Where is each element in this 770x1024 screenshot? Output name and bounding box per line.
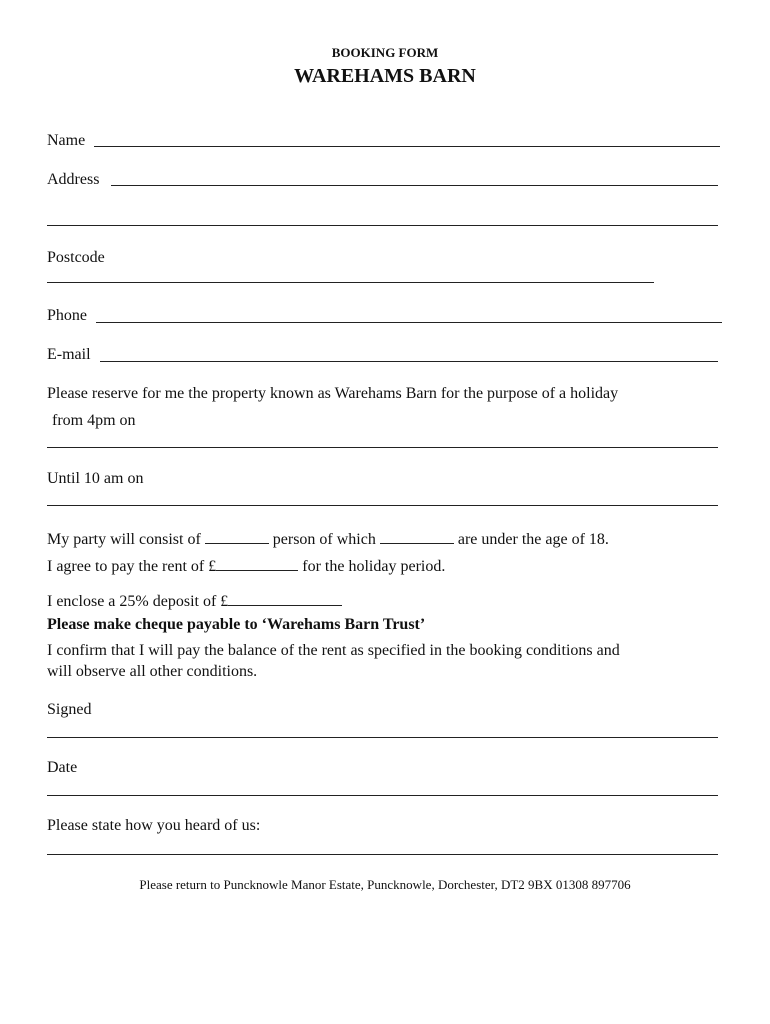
address-label: Address bbox=[47, 171, 100, 188]
rent-amount-field[interactable] bbox=[216, 556, 298, 571]
cheque-instruction: Please make cheque payable to ‘Warehams Barn Trust’ bbox=[47, 616, 426, 633]
phone-label: Phone bbox=[47, 307, 87, 324]
under-18-count-field[interactable] bbox=[380, 529, 454, 544]
referral-label: Please state how you heard of us: bbox=[47, 817, 261, 834]
deposit-amount-field[interactable] bbox=[228, 591, 342, 606]
until-date-label: Until 10 am on bbox=[47, 470, 144, 487]
postcode-field-line[interactable] bbox=[47, 282, 654, 283]
name-field-line[interactable] bbox=[94, 146, 720, 147]
from-date-field-line[interactable] bbox=[47, 447, 718, 448]
party-size-text-3: are under the age of 18. bbox=[457, 531, 609, 548]
name-label: Name bbox=[47, 132, 86, 149]
party-size-text-2: person of which bbox=[272, 531, 376, 548]
date-label: Date bbox=[47, 759, 78, 776]
address-field-line[interactable] bbox=[111, 185, 718, 186]
date-field-line[interactable] bbox=[47, 795, 718, 796]
signature-field-line[interactable] bbox=[47, 737, 718, 738]
party-size-field[interactable] bbox=[205, 529, 269, 544]
reservation-text: Please reserve for me the property known as Warehams Barn for the purpose of a holiday bbox=[47, 385, 619, 402]
deposit-text: I enclose a 25% deposit of £ bbox=[47, 593, 229, 610]
party-size-row bbox=[47, 529, 609, 548]
party-size-text-1: My party will consist of bbox=[47, 531, 201, 548]
email-label: E-mail bbox=[47, 346, 91, 363]
form-subtitle: BOOKING FORM bbox=[331, 45, 439, 60]
confirm-text-line-2: will observe all other conditions. bbox=[47, 663, 258, 680]
referral-field-line[interactable] bbox=[47, 854, 718, 855]
form-title: WAREHAMS BARN bbox=[294, 65, 476, 87]
until-date-field-line[interactable] bbox=[47, 505, 718, 506]
rent-text-2: for the holiday period. bbox=[302, 558, 446, 575]
signed-label: Signed bbox=[47, 701, 92, 718]
rent-text-1: I agree to pay the rent of £ bbox=[47, 558, 217, 575]
postcode-label: Postcode bbox=[47, 249, 105, 266]
phone-field-line[interactable] bbox=[96, 322, 722, 323]
return-address: Please return to Puncknowle Manor Estate, Puncknowle, Dorchester, DT2 9BX 01308 897706 bbox=[139, 877, 631, 892]
email-field-line[interactable] bbox=[100, 361, 718, 362]
deposit-row bbox=[47, 591, 342, 610]
rent-row bbox=[47, 556, 445, 575]
confirm-text-line-1: I confirm that I will pay the balance of the rent as specified in the booking conditions and bbox=[47, 642, 620, 659]
from-date-label: from 4pm on bbox=[52, 412, 136, 429]
address-field-line-2[interactable] bbox=[47, 225, 718, 226]
